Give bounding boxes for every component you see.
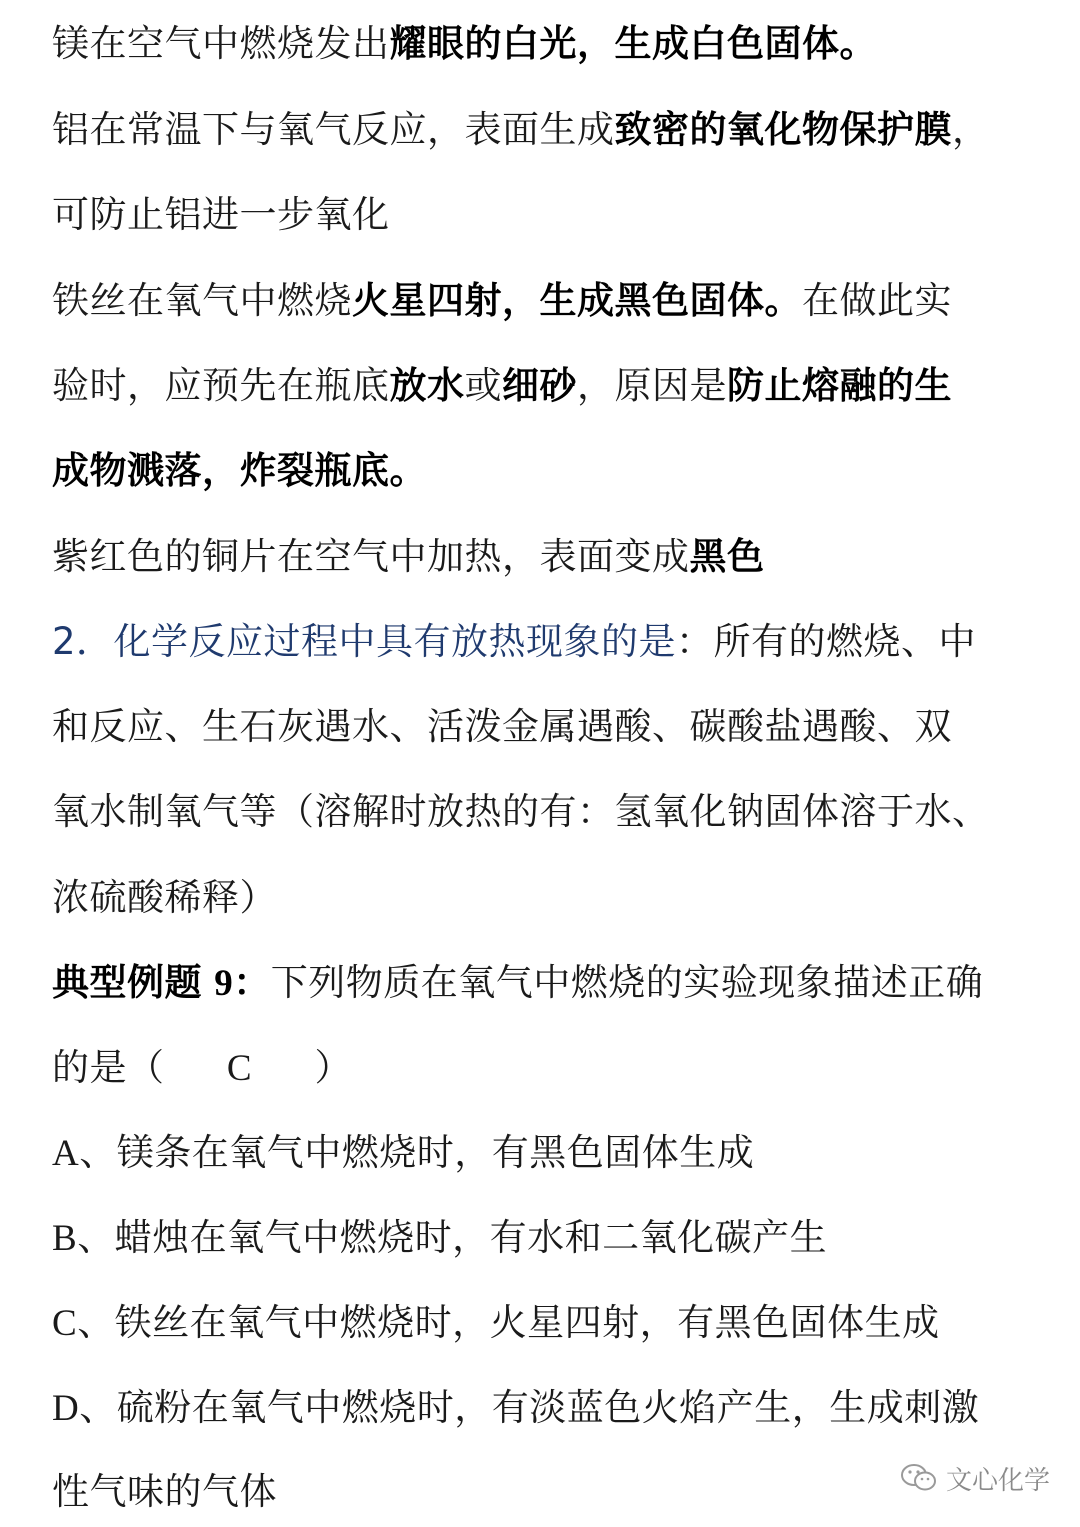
section2-line3: 氧水制氧气等（溶解时放热的有：氢氧化钠固体溶于水、 xyxy=(52,790,990,833)
para-iron-line2: 验时，应预先在瓶底放水或细砂，原因是防止熔融的生 xyxy=(52,364,952,407)
option-d-line1: D、硫粉在氧气中燃烧时，有淡蓝色火焰产生，生成刺激 xyxy=(52,1386,980,1429)
para-aluminum-line2: 可防止铝进一步氧化 xyxy=(52,193,390,236)
watermark-text: 文心化学 xyxy=(945,1465,1050,1496)
example-number: 9 xyxy=(214,963,234,1004)
section2-heading: 2．化学反应过程中具有放热现象的是 xyxy=(52,620,677,663)
section2-line2: 和反应、生石灰遇水、活泼金属遇酸、碳酸盐遇酸、双 xyxy=(52,705,952,748)
answer-blank: C xyxy=(226,1048,253,1089)
option-a: A、镁条在氧气中燃烧时，有黑色固体生成 xyxy=(52,1131,755,1174)
example-label: 典型例题 xyxy=(52,961,202,1004)
para-iron-line3: 成物溅落，炸裂瓶底。 xyxy=(52,449,427,492)
para-iron-line1: 铁丝在氧气中燃烧火星四射，生成黑色固体。在做此实 xyxy=(52,279,952,322)
watermark xyxy=(900,1458,1050,1498)
para-aluminum-line1: 铝在常温下与氧气反应，表面生成致密的氧化物保护膜， xyxy=(52,108,990,151)
wechat-icon xyxy=(900,1462,938,1494)
para-copper: 紫红色的铜片在空气中加热，表面变成黑色 xyxy=(52,535,765,578)
section2-line4: 浓硫酸稀释） xyxy=(52,876,277,919)
option-d-line2: 性气味的气体 xyxy=(52,1470,277,1513)
example-question-line2: 的是（ C ） xyxy=(52,1046,352,1089)
example-question-line1: 典型例题 9：下列物质在氧气中燃烧的实验现象描述正确 xyxy=(52,961,984,1004)
para-magnesium: 镁在空气中燃烧发出耀眼的白光，生成白色固体。 xyxy=(52,22,877,65)
option-c: C、铁丝在氧气中燃烧时，火星四射，有黑色固体生成 xyxy=(52,1301,940,1344)
section2-line1: 2．化学反应过程中具有放热现象的是：所有的燃烧、中 xyxy=(52,620,977,663)
option-b: B、蜡烛在氧气中燃烧时，有水和二氧化碳产生 xyxy=(52,1216,828,1259)
